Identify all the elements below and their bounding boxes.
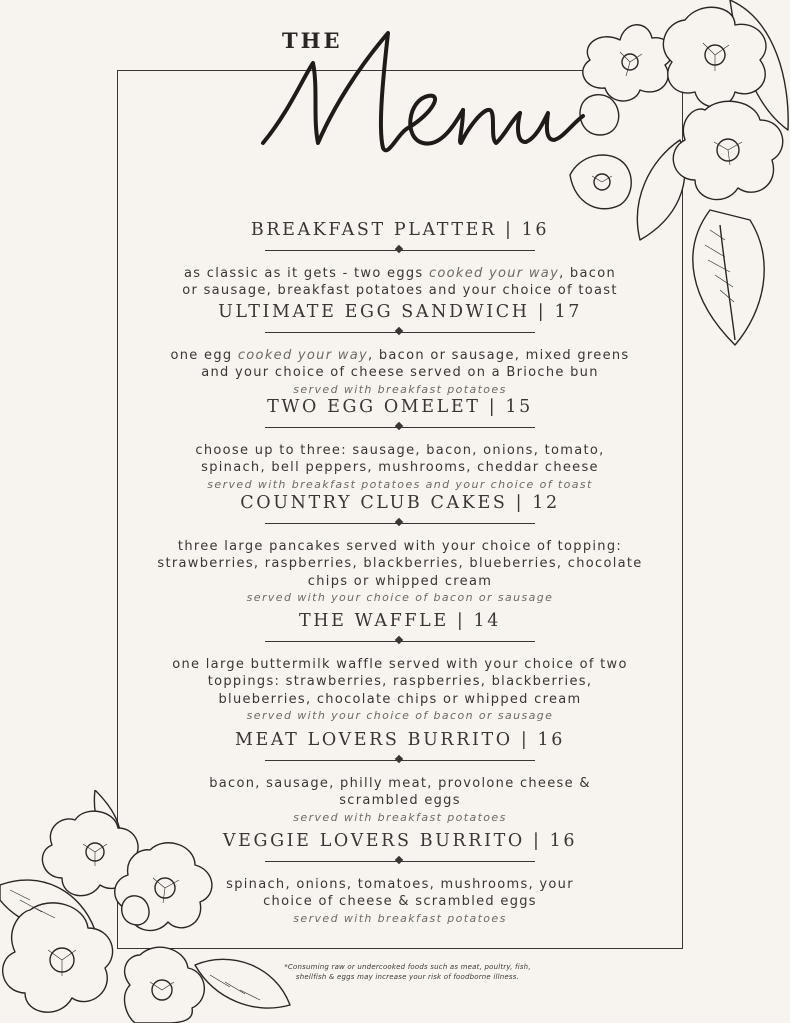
disclaimer-line: shellfish & eggs may increase your risk of foodborne illness. <box>295 973 520 981</box>
ornament-divider <box>265 636 535 646</box>
description-line <box>130 876 670 893</box>
description-line <box>130 673 670 690</box>
description-text: , bacon <box>559 266 616 281</box>
description-line <box>130 656 670 673</box>
menu-item-description <box>130 442 670 477</box>
description-text: one large buttermilk waffle served with your choice of two <box>172 657 628 672</box>
diamond-icon <box>395 422 403 430</box>
description-text: blueberries, chocolate chips or whipped cream <box>218 691 582 707</box>
menu-item-side-note: served with breakfast potatoes <box>293 382 507 396</box>
description-text: or sausage, breakfast potatoes and your choice of toast <box>182 283 618 299</box>
description-line <box>130 775 670 792</box>
menu-item-description <box>130 347 670 382</box>
menu-item-description <box>130 265 670 300</box>
emphasis-text: cooked your way <box>237 348 368 363</box>
ornament-divider <box>265 327 535 337</box>
description-text: as classic as it gets - two eggs <box>183 266 429 281</box>
header-the-label: THE <box>282 28 343 53</box>
ornament-divider <box>265 755 535 765</box>
menu-item-description <box>130 538 670 590</box>
menu-item-title: BREAKFAST PLATTER | 16 <box>250 220 550 240</box>
description-line <box>130 459 670 476</box>
description-line <box>130 691 670 708</box>
description-line <box>130 792 670 809</box>
description-line <box>130 347 670 364</box>
foodborne-illness-disclaimer <box>240 962 575 982</box>
description-text: choice of cheese & scrambled eggs <box>263 894 537 910</box>
description-line <box>130 573 670 590</box>
menu-script-title <box>258 18 588 218</box>
description-text: toppings: strawberries, raspberries, blackberries, <box>207 674 593 690</box>
menu-item-side-note: served with your choice of bacon or sausage <box>246 709 554 723</box>
description-line <box>130 265 670 282</box>
description-text: three large pancakes served with your choice of topping: <box>177 539 623 554</box>
menu-item <box>130 302 670 397</box>
menu-item-side-note: served with breakfast potatoes <box>293 810 507 824</box>
diamond-icon <box>395 518 403 526</box>
description-line <box>130 893 670 910</box>
description-text: and your choice of cheese served on a Brioche bun <box>201 365 599 381</box>
description-line <box>130 555 670 572</box>
diamond-icon <box>395 327 403 335</box>
description-text: chips or whipped cream <box>307 573 493 589</box>
menu-item-title: TWO EGG OMELET | 15 <box>267 397 533 417</box>
description-text: choose up to three: sausage, bacon, onions, tomato, <box>195 443 605 458</box>
description-text: spinach, onions, tomatoes, mushrooms, your <box>226 877 574 892</box>
description-text: bacon, sausage, philly meat, provolone cheese & <box>209 776 591 791</box>
menu-item-title: ULTIMATE EGG SANDWICH | 17 <box>218 302 582 322</box>
menu-item <box>130 831 670 926</box>
menu-item-title: THE WAFFLE | 14 <box>299 611 501 631</box>
menu-item-title: COUNTRY CLUB CAKES | 12 <box>240 493 560 513</box>
emphasis-text: cooked your way <box>428 266 560 281</box>
description-text: one egg <box>170 348 238 363</box>
ornament-divider <box>265 856 535 866</box>
menu-item <box>130 493 670 605</box>
description-line <box>130 364 670 381</box>
diamond-icon <box>395 856 403 864</box>
menu-item-side-note: served with breakfast potatoes <box>293 911 507 925</box>
description-text: , bacon or sausage, mixed greens <box>367 348 630 363</box>
diamond-icon <box>395 755 403 763</box>
menu-item <box>130 220 670 300</box>
description-line <box>130 282 670 299</box>
ornament-divider <box>265 245 535 255</box>
menu-item-title: VEGGIE LOVERS BURRITO | 16 <box>222 831 578 851</box>
ornament-divider <box>265 518 535 528</box>
disclaimer-line: *Consuming raw or undercooked foods such as meat, poultry, fish, <box>284 963 531 971</box>
description-line <box>130 442 670 459</box>
description-text: spinach, bell peppers, mushrooms, cheddar cheese <box>201 460 599 476</box>
menu-item-description <box>130 876 670 911</box>
menu-item-title: MEAT LOVERS BURRITO | 16 <box>235 730 565 750</box>
description-text: scrambled eggs <box>339 793 461 809</box>
menu-item <box>130 730 670 825</box>
menu-item <box>130 611 670 723</box>
diamond-icon <box>395 636 403 644</box>
menu-item-description <box>130 775 670 810</box>
description-line <box>130 538 670 555</box>
description-text: strawberries, raspberries, blackberries, blueberries, chocolate <box>157 556 643 572</box>
diamond-icon <box>395 245 403 253</box>
ornament-divider <box>265 422 535 432</box>
menu-item <box>130 397 670 492</box>
menu-item-description <box>130 656 670 708</box>
menu-item-side-note: served with your choice of bacon or sausage <box>246 591 554 605</box>
menu-item-side-note: served with breakfast potatoes and your choice of toast <box>207 477 593 491</box>
